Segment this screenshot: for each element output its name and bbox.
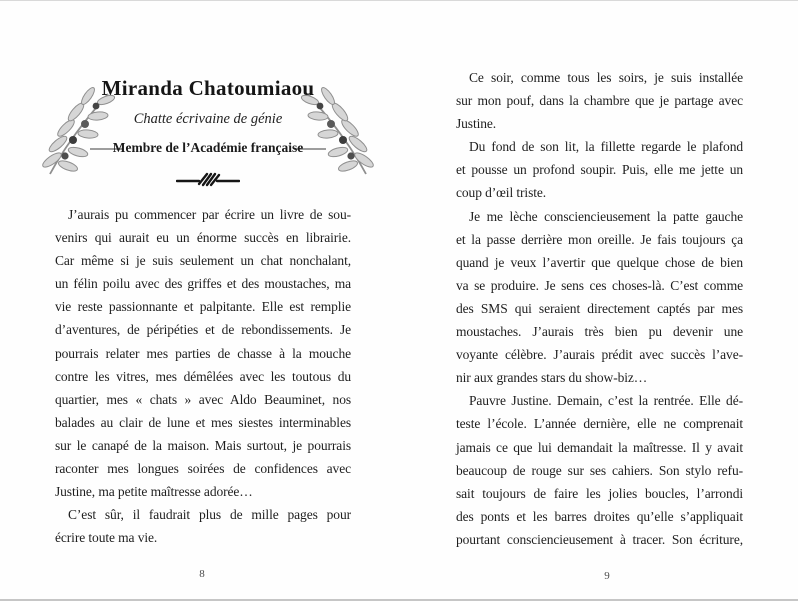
text-line: Pauvre Justine. Demain, c’est la rentrée. Elle dé- [469,393,743,409]
rope-knot-divider-icon [176,171,240,191]
text-line: jamais ce que lui demandait la maîtresse. Il y avait [456,439,743,455]
text-line: d’aventures, de péripéties et de rebondissements. Je [55,322,351,338]
text-line: C’est sûr, il faudrait plus de mille pages pour [68,507,351,523]
text-line: va se produire. Je sens ces choses-là. C’est comme [456,277,743,293]
text-line: écrire toute ma vie. [55,530,158,546]
text-line: quand je veux l’avertir que quelque chose de bien [456,254,743,270]
chapter-title: Miranda Chatoumiaou [101,76,315,100]
text-line: coup d’œil triste. [456,185,547,201]
text-line: sur le canapé de la maison. Mais surtout, je pourrais [55,437,351,453]
text-line: Du fond de son lit, la fillette regarde le plafond [469,139,743,155]
text-line: contre les vitres, mes démêlées avec les toutous du [55,368,351,384]
text-line: nir aux grandes stars du show-biz… [456,370,648,386]
text-line: sur mon pouf, dans la chambre que je partage avec [456,93,743,109]
text-line: Ce soir, comme tous les soirs, je suis installée [469,70,743,85]
chapter-membership: Membre de l’Académie française [112,140,304,155]
text-line: un félin poilu avec des griffes et des moustaches, ma [55,276,351,292]
text-line: vie reste passionnante et palpitante. Elle est remplie [55,299,351,315]
text-line: pourtant consciencieusement à tracer. Son écriture, [456,531,743,547]
text-line: pourrais relater mes parties de chasse à la mouche [55,345,351,361]
text-line: venirs qui aurait eu un énorme succès en librairie. [55,230,351,246]
text-line: beaucoup de rouge sur ses cahiers. Son stylo refu- [456,462,743,478]
text-line: quartier, mes « chats » avec Aldo Beauminet, nos [55,391,351,407]
text-line: balades au clair de lune et mes siestes interminables [55,414,351,430]
text-line: teste l’école. L’année dernière, elle ne comprenait [456,416,743,432]
left-page-text [55,203,351,549]
text-line: des ponts et les barres droites qu’elle s’appliquait [456,508,743,524]
text-line: moustaches. J’aurais très bien pu devenir une [456,324,743,340]
chapter-header [36,76,380,204]
text-line: Je me lèche consciencieusement la patte gauche [469,208,743,224]
text-line: des SMS qui seraient directement captés par mes [456,300,743,316]
text-line: J’aurais pu commencer par écrire un livre de sou- [68,207,351,222]
text-line: raconter mes longues soirées de confidences avec [55,461,351,477]
text-line: voyante célèbre. J’aurais prédit avec succès l’ave- [456,347,743,363]
right-page-text [456,66,743,551]
text-line: et la passe derrière mon oreille. Je fais toujours ça [456,231,743,247]
page-number-right: 9 [604,570,610,582]
page-number-left: 8 [199,568,205,580]
text-line: Justine. [456,116,497,132]
chapter-subtitle: Chatte écrivaine de génie [133,111,283,127]
text-line: sait toujours de faire les jolies boucles, l’arrondi [456,485,743,501]
text-line: Justine, ma petite maîtresse adorée… [55,484,253,500]
text-line: Car même si je suis seulement un chat nonchalant, [55,253,351,269]
text-line: et pousse un profond soupir. Puis, elle me jette un [456,162,743,178]
